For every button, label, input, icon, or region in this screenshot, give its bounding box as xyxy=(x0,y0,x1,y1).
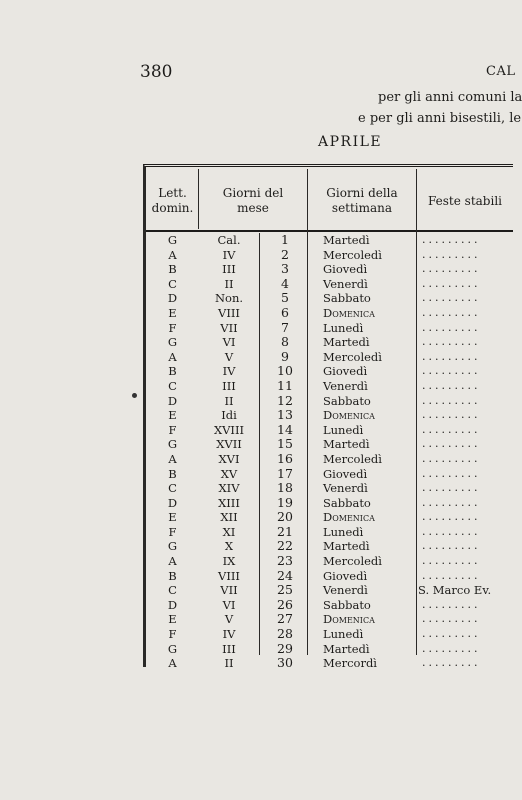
dominical-letter: D xyxy=(167,597,178,612)
day-number: 19 xyxy=(277,494,293,510)
roman-date: V xyxy=(224,349,234,364)
day-number: 23 xyxy=(277,553,293,569)
weekday: Mercoledì xyxy=(323,247,382,262)
day-number: 25 xyxy=(277,582,293,598)
dominical-letter: A xyxy=(168,656,177,671)
dominical-letter: F xyxy=(168,320,177,335)
table-row xyxy=(146,350,513,365)
dominical-letter: D xyxy=(167,495,178,510)
weekday: Martedì xyxy=(323,641,370,656)
table-row xyxy=(146,277,513,292)
table-row xyxy=(146,233,513,248)
roman-date: XVII xyxy=(216,437,242,452)
weekday: Giovedì xyxy=(323,568,368,583)
header-days-of-week xyxy=(308,173,416,229)
header-letter xyxy=(146,173,199,229)
weekday: Lunedì xyxy=(323,627,364,642)
day-number: 13 xyxy=(277,407,293,423)
page-number: 380 xyxy=(140,62,173,82)
dominical-letter: B xyxy=(168,364,177,379)
weekday: Sabbato xyxy=(323,495,371,510)
table-row xyxy=(146,510,513,525)
roman-date: VII xyxy=(220,583,238,598)
leader-dots: ......... xyxy=(422,539,481,553)
day-number: 22 xyxy=(277,538,293,554)
leader-dots: ......... xyxy=(422,510,481,524)
leader-dots: ......... xyxy=(422,481,481,495)
day-number: 20 xyxy=(277,509,293,525)
leader-dots: ......... xyxy=(422,627,481,641)
day-number: 7 xyxy=(281,319,289,335)
table-row xyxy=(146,262,513,277)
leader-dots: ......... xyxy=(422,641,481,655)
weekday: Lunedì xyxy=(323,320,364,335)
leader-dots: ......... xyxy=(422,524,481,538)
dominical-letter: F xyxy=(168,627,177,642)
header-letter-label: Lett. domin. xyxy=(151,186,194,215)
day-number: 11 xyxy=(277,377,293,393)
roman-date: Non. xyxy=(214,291,244,306)
table-row xyxy=(146,598,513,613)
dominical-letter: B xyxy=(168,568,177,583)
leader-dots: ......... xyxy=(422,554,481,568)
leader-dots: ......... xyxy=(422,568,481,582)
weekday: Venerdì xyxy=(323,378,368,393)
dominical-letter: D xyxy=(167,291,178,306)
roman-date: VII xyxy=(220,320,238,335)
leader-dots: ......... xyxy=(422,408,481,422)
day-number: 14 xyxy=(277,421,293,437)
header-days-of-week-label: Giorni della settimana xyxy=(326,186,398,215)
table-row xyxy=(146,335,513,350)
table-row xyxy=(146,291,513,306)
roman-date: VI xyxy=(222,335,236,350)
leader-dots: ......... xyxy=(422,451,481,465)
day-number: 26 xyxy=(277,596,293,612)
day-number: 15 xyxy=(277,436,293,452)
leader-dots: ......... xyxy=(422,320,481,334)
day-number: 29 xyxy=(277,640,293,656)
table-row xyxy=(146,306,513,321)
dominical-letter: G xyxy=(167,335,178,350)
table-row xyxy=(146,379,513,394)
day-number: 6 xyxy=(281,304,289,320)
table-row xyxy=(146,481,513,496)
table-body xyxy=(146,233,513,671)
leader-dots: ......... xyxy=(422,656,481,670)
weekday: Sabbato xyxy=(323,597,371,612)
weekday: Venerdì xyxy=(323,276,368,291)
weekday: Martedì xyxy=(323,437,370,452)
dominical-letter: B xyxy=(168,466,177,481)
dominical-letter: A xyxy=(168,451,177,466)
leader-dots: ......... xyxy=(422,437,481,451)
weekday: Mercoledì xyxy=(323,554,382,569)
dominical-letter: G xyxy=(167,437,178,452)
weekday: Sabbato xyxy=(323,393,371,408)
dominical-letter: C xyxy=(168,276,177,291)
weekday: Venerdì xyxy=(323,583,368,598)
table-row xyxy=(146,248,513,263)
subtitle-line-2: e per gli anni bisestili, le xyxy=(358,111,522,126)
leader-dots: ......... xyxy=(422,466,481,480)
roman-date: VIII xyxy=(218,568,240,583)
day-number: 17 xyxy=(277,465,293,481)
table-row xyxy=(146,408,513,423)
roman-date: IX xyxy=(222,554,236,569)
dominical-letter: G xyxy=(167,233,178,247)
weekday: Martedì xyxy=(323,335,370,350)
table-row xyxy=(146,627,513,642)
table-row xyxy=(146,364,513,379)
day-number: 30 xyxy=(277,655,293,671)
dominical-letter: E xyxy=(168,510,177,525)
weekday: Venerdì xyxy=(323,481,368,496)
roman-date: XVI xyxy=(218,451,240,466)
leader-dots: ......... xyxy=(422,364,481,378)
day-number: 16 xyxy=(277,450,293,466)
roman-date: X xyxy=(224,539,234,554)
roman-date: IV xyxy=(222,364,236,379)
roman-date: Idi xyxy=(221,408,237,423)
roman-date: VI xyxy=(222,597,236,612)
roman-date: II xyxy=(224,393,234,408)
weekday: Domenica xyxy=(323,305,375,320)
weekday: Giovedì xyxy=(323,466,368,481)
roman-date: II xyxy=(224,276,234,291)
leader-dots: ......... xyxy=(422,276,481,290)
weekday: Domenica xyxy=(323,408,375,423)
day-number: 5 xyxy=(281,290,289,306)
day-number: 27 xyxy=(277,611,293,627)
table-row xyxy=(146,525,513,540)
table-row xyxy=(146,642,513,657)
leader-dots: ......... xyxy=(422,247,481,261)
day-number: 3 xyxy=(281,261,289,277)
table-row xyxy=(146,321,513,336)
leader-dots: ......... xyxy=(422,335,481,349)
dominical-letter: F xyxy=(168,524,177,539)
leader-dots: ......... xyxy=(422,378,481,392)
dominical-letter: B xyxy=(168,262,177,277)
weekday: Domenica xyxy=(323,510,375,525)
leader-dots: ......... xyxy=(422,291,481,305)
roman-date: III xyxy=(222,641,236,656)
day-number: 2 xyxy=(281,246,289,262)
table-row xyxy=(146,423,513,438)
roman-date: V xyxy=(224,612,234,627)
roman-date: III xyxy=(222,378,236,393)
dominical-letter: C xyxy=(168,378,177,393)
day-number: 21 xyxy=(277,523,293,539)
leader-dots: ......... xyxy=(422,262,481,276)
day-number: 1 xyxy=(281,232,289,247)
table-row xyxy=(146,583,513,598)
table-row xyxy=(146,467,513,482)
weekday: Lunedì xyxy=(323,524,364,539)
weekday: Domenica xyxy=(323,612,375,627)
table-row xyxy=(146,452,513,467)
weekday: Sabbato xyxy=(323,291,371,306)
weekday: Giovedì xyxy=(323,364,368,379)
ink-spot xyxy=(132,393,137,398)
roman-date: XV xyxy=(220,466,238,481)
header-rule xyxy=(146,230,513,232)
dominical-letter: E xyxy=(168,305,177,320)
weekday: Mercoledì xyxy=(323,349,382,364)
header-feasts-label: Feste stabili xyxy=(428,193,502,208)
roman-date: XVIII xyxy=(213,422,245,437)
weekday: Mercoledì xyxy=(323,451,382,466)
day-number: 8 xyxy=(281,334,289,350)
header-days-of-month xyxy=(199,173,307,229)
dominical-letter: A xyxy=(168,247,177,262)
roman-date: XIII xyxy=(218,495,240,510)
table-row xyxy=(146,539,513,554)
table-row xyxy=(146,496,513,511)
roman-date: IV xyxy=(222,247,236,262)
running-head: CAL xyxy=(486,64,516,79)
roman-date: XI xyxy=(222,524,236,539)
table-row xyxy=(146,554,513,569)
weekday: Mercordì xyxy=(323,656,377,671)
feast-entry: S. Marco Ev. xyxy=(418,583,492,598)
weekday: Giovedì xyxy=(323,262,368,277)
leader-dots: ......... xyxy=(422,393,481,407)
roman-date: II xyxy=(224,656,234,671)
leader-dots: ......... xyxy=(422,349,481,363)
table-row xyxy=(146,569,513,584)
dominical-letter: F xyxy=(168,422,177,437)
day-number: 4 xyxy=(281,275,289,291)
calendar-table xyxy=(143,164,513,671)
day-number: 9 xyxy=(281,348,289,364)
day-number: 24 xyxy=(277,567,293,583)
dominical-letter: A xyxy=(168,554,177,569)
roman-date: Cal. xyxy=(217,233,241,247)
roman-date: IV xyxy=(222,627,236,642)
day-number: 10 xyxy=(277,363,293,379)
dominical-letter: E xyxy=(168,612,177,627)
leader-dots: ......... xyxy=(422,422,481,436)
dominical-letter: A xyxy=(168,349,177,364)
subtitle-line-1: per gli anni comuni la xyxy=(378,90,522,105)
dominical-letter: G xyxy=(167,641,178,656)
month-title: APRILE xyxy=(318,134,383,150)
dominical-letter: G xyxy=(167,539,178,554)
leader-dots: ......... xyxy=(422,612,481,626)
leader-dots: ......... xyxy=(422,305,481,319)
table-row xyxy=(146,656,513,671)
day-number: 12 xyxy=(277,392,293,408)
day-number: 18 xyxy=(277,480,293,496)
dominical-letter: E xyxy=(168,408,177,423)
table-row xyxy=(146,394,513,409)
weekday: Martedì xyxy=(323,539,370,554)
table-row xyxy=(146,612,513,627)
day-number: 28 xyxy=(277,626,293,642)
dominical-letter: D xyxy=(167,393,178,408)
header-days-of-month-label: Giorni del mese xyxy=(222,186,284,215)
dominical-letter: C xyxy=(168,583,177,598)
leader-dots: ......... xyxy=(422,495,481,509)
roman-date: XIV xyxy=(218,481,240,496)
dominical-letter: C xyxy=(168,481,177,496)
column-divider xyxy=(198,169,199,229)
weekday: Martedì xyxy=(323,233,370,247)
roman-date: III xyxy=(222,262,236,277)
roman-date: XII xyxy=(220,510,238,525)
roman-date: VIII xyxy=(218,305,240,320)
leader-dots: ......... xyxy=(422,597,481,611)
table-row xyxy=(146,437,513,452)
header-feasts xyxy=(417,173,513,229)
leader-dots: ......... xyxy=(422,233,481,246)
weekday: Lunedì xyxy=(323,422,364,437)
